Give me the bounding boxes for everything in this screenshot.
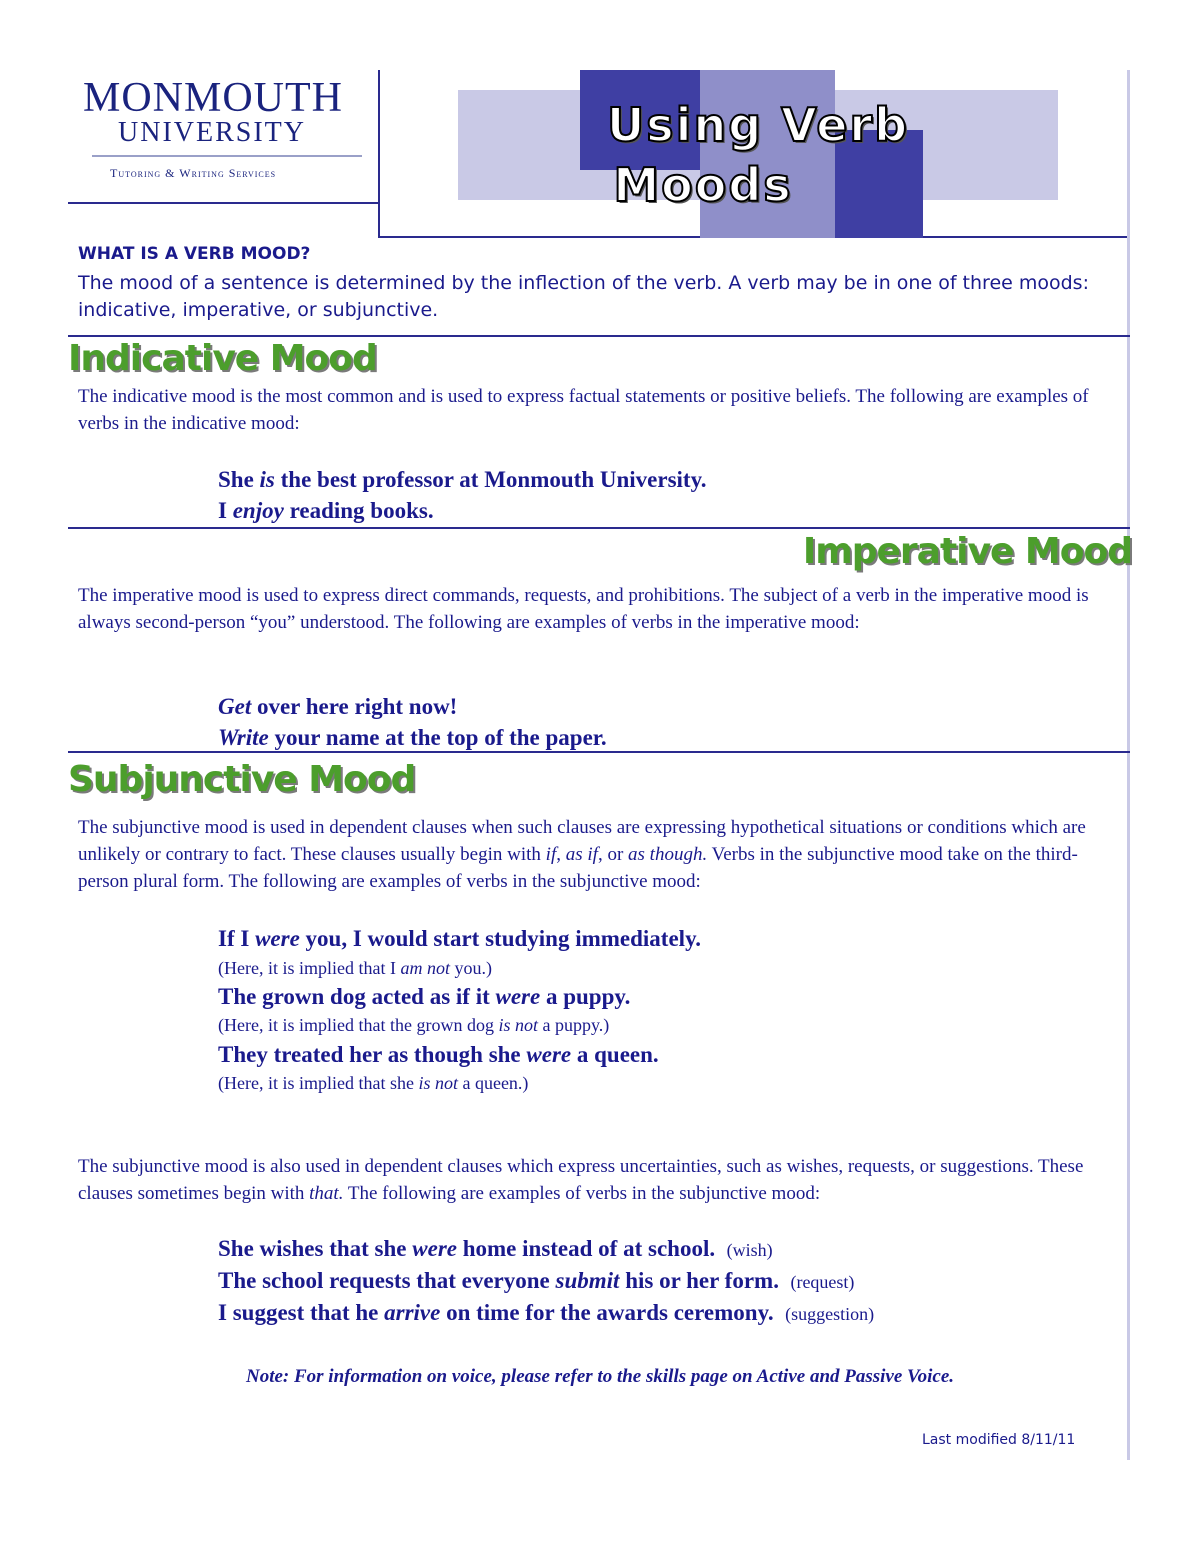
logo-university-subname: UNIVERSITY bbox=[118, 117, 306, 148]
subjunctive-example-1: If I were you, I would start studying immediately. bbox=[218, 926, 702, 951]
subjunctive-example-3: They treated her as though she were a queen. bbox=[218, 1042, 659, 1067]
subjunctive-example-2: The grown dog acted as if it were a puppy. bbox=[218, 984, 631, 1009]
imperative-body: The imperative mood is used to express direct commands, requests, and prohibitions. The subject of a verb in the imperative mood is always second-person “you” understood. The following are examples of verbs in the imperative mood: bbox=[78, 585, 1089, 633]
subjunctive-example-3-note: (Here, it is implied that she is not a queen.) bbox=[218, 1073, 529, 1093]
subjunctive-example-4: She wishes that she were home instead of at school. (wish) bbox=[218, 1236, 773, 1261]
section-rule-3 bbox=[68, 751, 1130, 753]
indicative-body: The indicative mood is the most common and is used to express factual statements or positive beliefs. The following are examples of verbs in the indicative mood: bbox=[78, 386, 1089, 434]
banner-title-line1: Using Verb bbox=[606, 98, 910, 152]
subjunctive-example-5: The school requests that everyone submit his or her form. (request) bbox=[218, 1268, 855, 1293]
imperative-example-1: Get over here right now! bbox=[218, 694, 458, 719]
intro-body: The mood of a sentence is determined by the inflection of the verb. A verb may be in one of three moods: indicative, imperative, or subjunctive. bbox=[78, 272, 1089, 321]
subjunctive-example-1-note: (Here, it is implied that I am not you.) bbox=[218, 958, 492, 978]
header-left-rule bbox=[68, 202, 380, 204]
subjunctive-body-2: The subjunctive mood is also used in dependent clauses which express uncertainties, such as wishes, requests, or suggestions. These clauses sometimes begin with that. The following are examples of verbs in the subjunctive mood: bbox=[78, 1156, 1084, 1204]
logo-university-name: MONMOUTH bbox=[83, 75, 343, 121]
imperative-heading: Imperative Mood bbox=[802, 531, 1132, 572]
subjunctive-example-6: I suggest that he arrive on time for the awards ceremony. (suggestion) bbox=[218, 1300, 875, 1325]
subjunctive-body-1: The subjunctive mood is used in dependent clauses when such clauses are expressing hypothetical situations or conditions which are unlikely or contrary to fact. These clauses usually begin with if, as if, or as though. Verbs in the subjunctive mood take on the third-person plural form. The following are examples of verbs in the subjunctive mood: bbox=[78, 817, 1086, 892]
imperative-example-2: Write your name at the top of the paper. bbox=[218, 725, 607, 750]
last-modified: Last modified 8/11/11 bbox=[922, 1432, 1076, 1448]
logo-department: Tutoring & Writing Services bbox=[110, 166, 277, 180]
subjunctive-heading: Subjunctive Mood bbox=[68, 759, 416, 800]
indicative-example-2: I enjoy reading books. bbox=[218, 498, 434, 523]
voice-note: Note: For information on voice, please refer to the skills page on Active and Passive Voice. bbox=[245, 1366, 955, 1387]
header-divider-vertical bbox=[378, 70, 380, 238]
subjunctive-example-2-note: (Here, it is implied that the grown dog is not a puppy.) bbox=[218, 1015, 610, 1035]
section-rule-2 bbox=[68, 527, 1130, 529]
banner-title-line2: Moods bbox=[613, 158, 793, 212]
indicative-heading: Indicative Mood bbox=[68, 338, 377, 379]
page-right-border bbox=[1127, 70, 1130, 1460]
logo-divider bbox=[92, 155, 362, 157]
intro-heading: WHAT IS A VERB MOOD? bbox=[78, 244, 311, 264]
indicative-example-1: She is the best professor at Monmouth University. bbox=[218, 467, 707, 492]
